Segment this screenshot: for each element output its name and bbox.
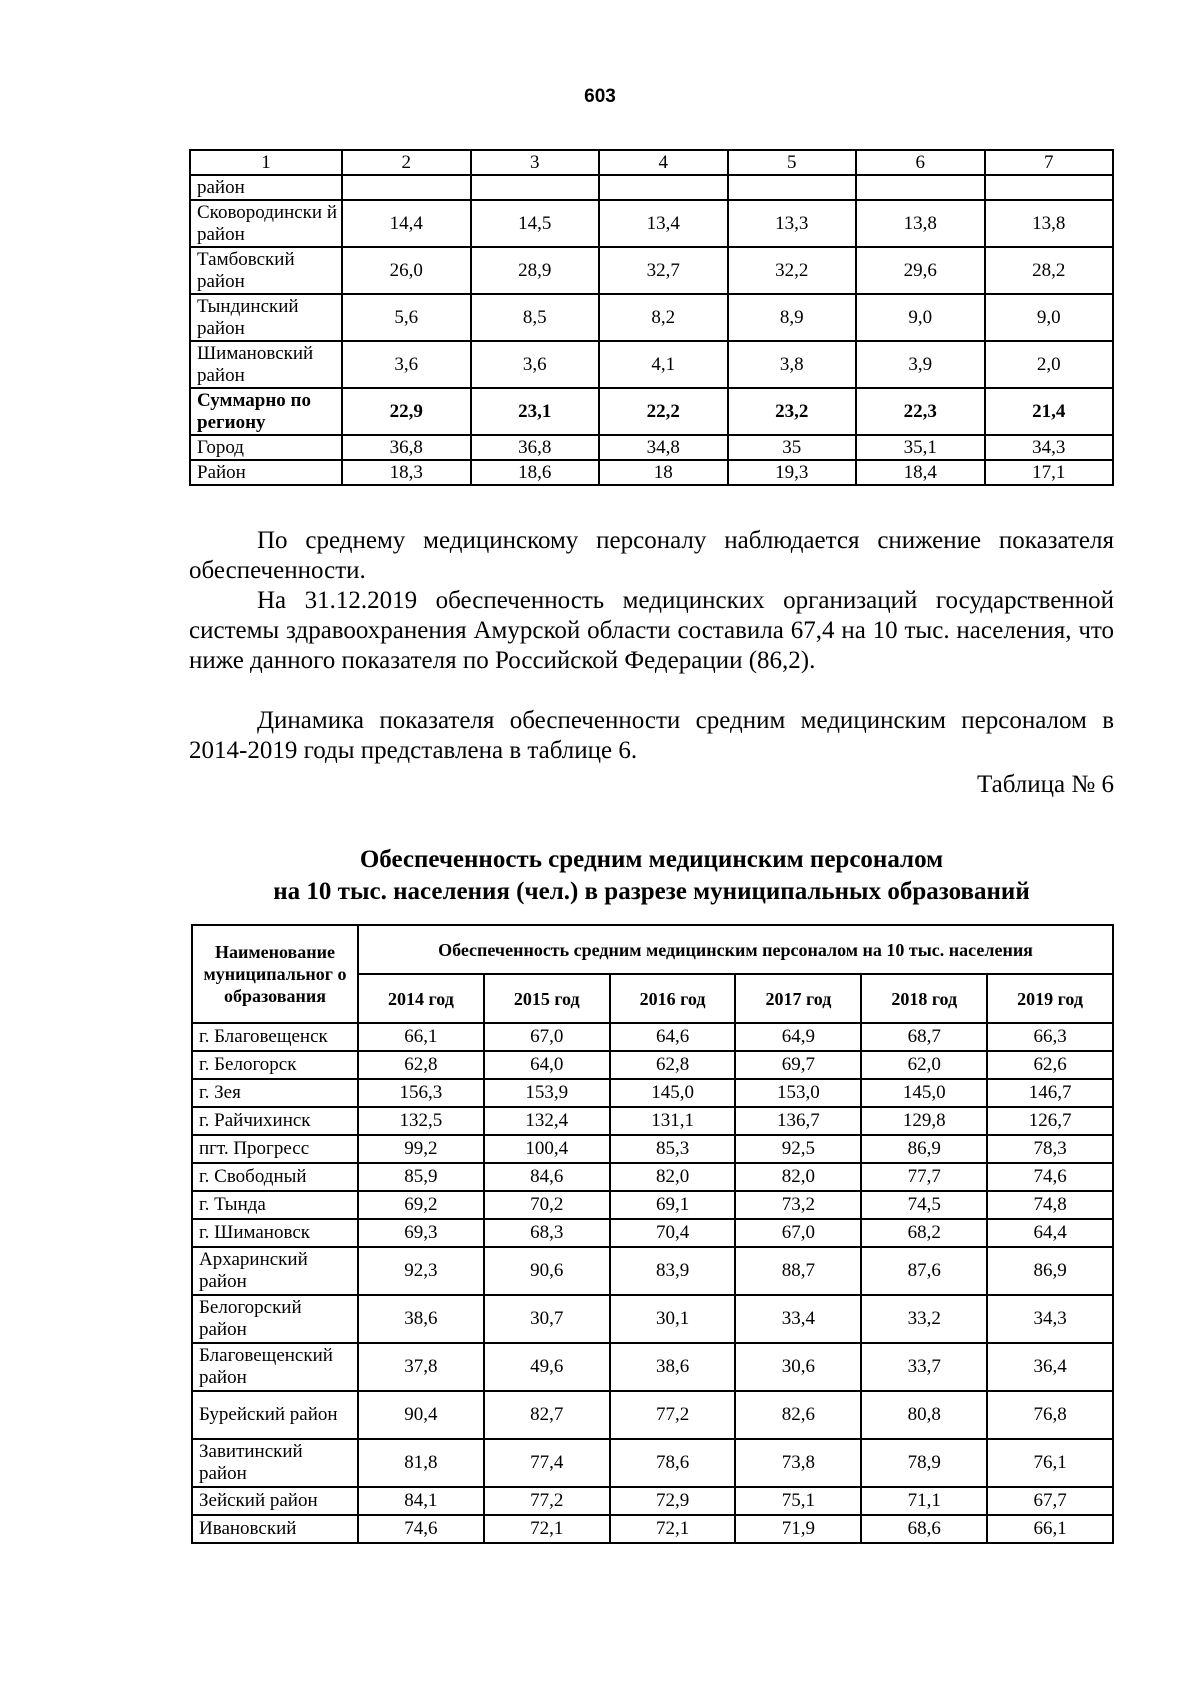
table-caption: [189, 844, 1114, 908]
column-number: 2: [342, 150, 471, 175]
municipality-name: г. Благовещенск: [192, 1023, 358, 1051]
table-row: [190, 435, 1113, 460]
value-cell: 85,3: [610, 1135, 736, 1163]
value-cell: 74,6: [358, 1515, 484, 1543]
value-cell: 153,9: [484, 1079, 610, 1107]
group-column-header: Обеспеченность средним медицинским персоналом на 10 тыс. населения: [358, 925, 1113, 974]
value-cell: 86,9: [987, 1247, 1113, 1295]
value-cell: 71,9: [735, 1515, 861, 1543]
table-row: [192, 1135, 1113, 1163]
row-name: Сковородински й район: [190, 200, 342, 247]
value-cell: 13,8: [856, 200, 985, 247]
table-row: [190, 460, 1113, 485]
value-cell: 74,6: [987, 1163, 1113, 1191]
value-cell: 80,8: [861, 1391, 987, 1439]
value-cell: 77,4: [484, 1439, 610, 1487]
value-cell: 17,1: [985, 460, 1114, 485]
year-header: 2016 год: [610, 974, 736, 1023]
municipality-name: г. Белогорск: [192, 1051, 358, 1079]
value-cell: 33,4: [735, 1295, 861, 1343]
value-cell: [471, 175, 600, 200]
value-cell: 28,9: [471, 247, 600, 294]
value-cell: 30,1: [610, 1295, 736, 1343]
value-cell: 36,8: [471, 435, 600, 460]
value-cell: 67,0: [735, 1219, 861, 1247]
page-number: 603: [584, 86, 616, 107]
table-row: [190, 341, 1113, 388]
value-cell: 18,4: [856, 460, 985, 485]
value-cell: 62,8: [610, 1051, 736, 1079]
table-row: [190, 175, 1113, 200]
value-cell: 81,8: [358, 1439, 484, 1487]
municipality-name: Белогорский район: [192, 1295, 358, 1343]
table-6: [191, 924, 1114, 1544]
value-cell: 14,4: [342, 200, 471, 247]
value-cell: 69,2: [358, 1191, 484, 1219]
value-cell: 22,3: [856, 388, 985, 435]
value-cell: 64,0: [484, 1051, 610, 1079]
value-cell: 69,3: [358, 1219, 484, 1247]
municipality-name: Завитинский район: [192, 1439, 358, 1487]
table-row: [190, 294, 1113, 341]
value-cell: 21,4: [985, 388, 1114, 435]
value-cell: 75,1: [735, 1487, 861, 1515]
value-cell: 69,1: [610, 1191, 736, 1219]
table-row: [192, 1191, 1113, 1219]
value-cell: 85,9: [358, 1163, 484, 1191]
municipality-name: г. Шимановск: [192, 1219, 358, 1247]
value-cell: 62,6: [987, 1051, 1113, 1079]
municipality-name: г. Райчихинск: [192, 1107, 358, 1135]
value-cell: 19,3: [728, 460, 857, 485]
row-name: Район: [190, 460, 342, 485]
value-cell: 84,1: [358, 1487, 484, 1515]
value-cell: 84,6: [484, 1163, 610, 1191]
value-cell: 49,6: [484, 1343, 610, 1391]
value-cell: 72,1: [484, 1515, 610, 1543]
value-cell: [599, 175, 728, 200]
value-cell: 132,5: [358, 1107, 484, 1135]
column-number: 5: [728, 150, 857, 175]
value-cell: 64,9: [735, 1023, 861, 1051]
value-cell: 13,4: [599, 200, 728, 247]
value-cell: 82,0: [610, 1163, 736, 1191]
value-cell: 68,7: [861, 1023, 987, 1051]
row-name: Шимановский район: [190, 341, 342, 388]
value-cell: 33,7: [861, 1343, 987, 1391]
value-cell: 22,2: [599, 388, 728, 435]
value-cell: 78,9: [861, 1439, 987, 1487]
value-cell: 18,6: [471, 460, 600, 485]
value-cell: 145,0: [861, 1079, 987, 1107]
value-cell: 2,0: [985, 341, 1114, 388]
value-cell: 82,6: [735, 1391, 861, 1439]
value-cell: 73,8: [735, 1439, 861, 1487]
value-cell: 66,1: [358, 1023, 484, 1051]
value-cell: 5,6: [342, 294, 471, 341]
row-name: Тамбовский район: [190, 247, 342, 294]
value-cell: 67,7: [987, 1487, 1113, 1515]
column-number: 4: [599, 150, 728, 175]
value-cell: 82,7: [484, 1391, 610, 1439]
value-cell: 3,6: [342, 341, 471, 388]
value-cell: 68,6: [861, 1515, 987, 1543]
value-cell: 62,0: [861, 1051, 987, 1079]
value-cell: 90,6: [484, 1247, 610, 1295]
table-row: [192, 1079, 1113, 1107]
value-cell: 67,0: [484, 1023, 610, 1051]
value-cell: 23,1: [471, 388, 600, 435]
value-cell: 62,8: [358, 1051, 484, 1079]
value-cell: 8,9: [728, 294, 857, 341]
value-cell: 64,6: [610, 1023, 736, 1051]
value-cell: 78,3: [987, 1135, 1113, 1163]
value-cell: 70,4: [610, 1219, 736, 1247]
value-cell: 129,8: [861, 1107, 987, 1135]
value-cell: 35,1: [856, 435, 985, 460]
value-cell: 14,5: [471, 200, 600, 247]
value-cell: 87,6: [861, 1247, 987, 1295]
table-continued: [189, 149, 1114, 486]
value-cell: 32,7: [599, 247, 728, 294]
column-number: 6: [856, 150, 985, 175]
value-cell: 99,2: [358, 1135, 484, 1163]
value-cell: 77,2: [610, 1391, 736, 1439]
value-cell: [985, 175, 1114, 200]
value-cell: 73,2: [735, 1191, 861, 1219]
table-row: [192, 1023, 1113, 1051]
value-cell: 83,9: [610, 1247, 736, 1295]
value-cell: 76,1: [987, 1439, 1113, 1487]
value-cell: 86,9: [861, 1135, 987, 1163]
value-cell: 4,1: [599, 341, 728, 388]
value-cell: 69,7: [735, 1051, 861, 1079]
value-cell: 88,7: [735, 1247, 861, 1295]
value-cell: 38,6: [358, 1295, 484, 1343]
column-number-row: [190, 150, 1113, 175]
row-name: Суммарно по региону: [190, 388, 342, 435]
value-cell: 3,9: [856, 341, 985, 388]
row-name: Тындинский район: [190, 294, 342, 341]
row-name: Город: [190, 435, 342, 460]
value-cell: 37,8: [358, 1343, 484, 1391]
value-cell: 26,0: [342, 247, 471, 294]
value-cell: 18: [599, 460, 728, 485]
table-row: [192, 1219, 1113, 1247]
value-cell: 34,3: [987, 1295, 1113, 1343]
year-header: 2019 год: [987, 974, 1113, 1023]
table-row: [192, 1391, 1113, 1439]
value-cell: 78,6: [610, 1439, 736, 1487]
caption-line-2: на 10 тыс. населения (чел.) в разрезе муниципальных образований: [273, 878, 1030, 905]
value-cell: [728, 175, 857, 200]
value-cell: 72,1: [610, 1515, 736, 1543]
municipality-name: г. Свободный: [192, 1163, 358, 1191]
value-cell: 136,7: [735, 1107, 861, 1135]
value-cell: 3,8: [728, 341, 857, 388]
value-cell: 8,5: [471, 294, 600, 341]
table-row: [192, 1515, 1113, 1543]
value-cell: 8,2: [599, 294, 728, 341]
value-cell: 153,0: [735, 1079, 861, 1107]
table-row: [192, 1295, 1113, 1343]
value-cell: [856, 175, 985, 200]
value-cell: 22,9: [342, 388, 471, 435]
value-cell: 156,3: [358, 1079, 484, 1107]
value-cell: 28,2: [985, 247, 1114, 294]
value-cell: 3,6: [471, 341, 600, 388]
year-header: 2017 год: [735, 974, 861, 1023]
year-header: 2015 год: [484, 974, 610, 1023]
name-column-header: Наименование муниципальног о образования: [192, 925, 358, 1023]
table-row: [192, 1343, 1113, 1391]
municipality-name: Благовещенский район: [192, 1343, 358, 1391]
municipality-name: пгт. Прогресс: [192, 1135, 358, 1163]
value-cell: 66,3: [987, 1023, 1113, 1051]
value-cell: 77,2: [484, 1487, 610, 1515]
column-number: 3: [471, 150, 600, 175]
value-cell: 132,4: [484, 1107, 610, 1135]
column-number: 7: [985, 150, 1114, 175]
value-cell: 76,8: [987, 1391, 1113, 1439]
value-cell: 146,7: [987, 1079, 1113, 1107]
table-row: [190, 388, 1113, 435]
value-cell: 66,1: [987, 1515, 1113, 1543]
caption-line-1: Обеспеченность средним медицинским персоналом: [359, 846, 944, 873]
value-cell: 9,0: [856, 294, 985, 341]
value-cell: 18,3: [342, 460, 471, 485]
value-cell: 38,6: [610, 1343, 736, 1391]
value-cell: 64,4: [987, 1219, 1113, 1247]
value-cell: 74,5: [861, 1191, 987, 1219]
table-label: Таблица № 6: [976, 771, 1114, 798]
paragraph-provision: На 31.12.2019 обеспеченность медицинских организаций государственной системы здравоохранения Амурской области составила 67,4 на 10 тыс. населения, что ниже данного показателя по Российской Федерации (86,2).: [189, 587, 1114, 674]
value-cell: 90,4: [358, 1391, 484, 1439]
value-cell: 70,2: [484, 1191, 610, 1219]
value-cell: 74,8: [987, 1191, 1113, 1219]
value-cell: 32,2: [728, 247, 857, 294]
value-cell: 92,3: [358, 1247, 484, 1295]
table-row: [192, 1163, 1113, 1191]
value-cell: 82,0: [735, 1163, 861, 1191]
table-row: [190, 247, 1113, 294]
value-cell: 71,1: [861, 1487, 987, 1515]
value-cell: 30,6: [735, 1343, 861, 1391]
value-cell: 13,8: [985, 200, 1114, 247]
value-cell: 30,7: [484, 1295, 610, 1343]
value-cell: 145,0: [610, 1079, 736, 1107]
municipality-name: г. Зея: [192, 1079, 358, 1107]
row-name: район: [190, 175, 342, 200]
table-row: [192, 1051, 1113, 1079]
paragraph-decrease: По среднему медицинскому персоналу наблюдается снижение показателя обеспеченности.: [189, 527, 1114, 584]
value-cell: 13,3: [728, 200, 857, 247]
table-row: [192, 1247, 1113, 1295]
value-cell: 92,5: [735, 1135, 861, 1163]
table-row: [192, 1107, 1113, 1135]
paragraph-dynamics: Динамика показателя обеспеченности средним медицинским персоналом в 2014-2019 годы представлена в таблице 6.: [189, 707, 1114, 764]
value-cell: 34,8: [599, 435, 728, 460]
value-cell: 23,2: [728, 388, 857, 435]
table-header-row: [192, 925, 1113, 974]
table-row: [192, 1487, 1113, 1515]
column-number: 1: [190, 150, 342, 175]
value-cell: 33,2: [861, 1295, 987, 1343]
value-cell: 131,1: [610, 1107, 736, 1135]
municipality-name: Зейский район: [192, 1487, 358, 1515]
value-cell: 77,7: [861, 1163, 987, 1191]
value-cell: 68,2: [861, 1219, 987, 1247]
municipality-name: Ивановский: [192, 1515, 358, 1543]
value-cell: 72,9: [610, 1487, 736, 1515]
municipality-name: Архаринский район: [192, 1247, 358, 1295]
year-header: 2014 год: [358, 974, 484, 1023]
year-header: 2018 год: [861, 974, 987, 1023]
table-row: [190, 200, 1113, 247]
value-cell: 68,3: [484, 1219, 610, 1247]
table-row: [192, 1439, 1113, 1487]
value-cell: 126,7: [987, 1107, 1113, 1135]
value-cell: 9,0: [985, 294, 1114, 341]
value-cell: [342, 175, 471, 200]
value-cell: 34,3: [985, 435, 1114, 460]
municipality-name: г. Тында: [192, 1191, 358, 1219]
value-cell: 36,4: [987, 1343, 1113, 1391]
value-cell: 35: [728, 435, 857, 460]
value-cell: 29,6: [856, 247, 985, 294]
value-cell: 36,8: [342, 435, 471, 460]
value-cell: 100,4: [484, 1135, 610, 1163]
municipality-name: Бурейский район: [192, 1391, 358, 1439]
